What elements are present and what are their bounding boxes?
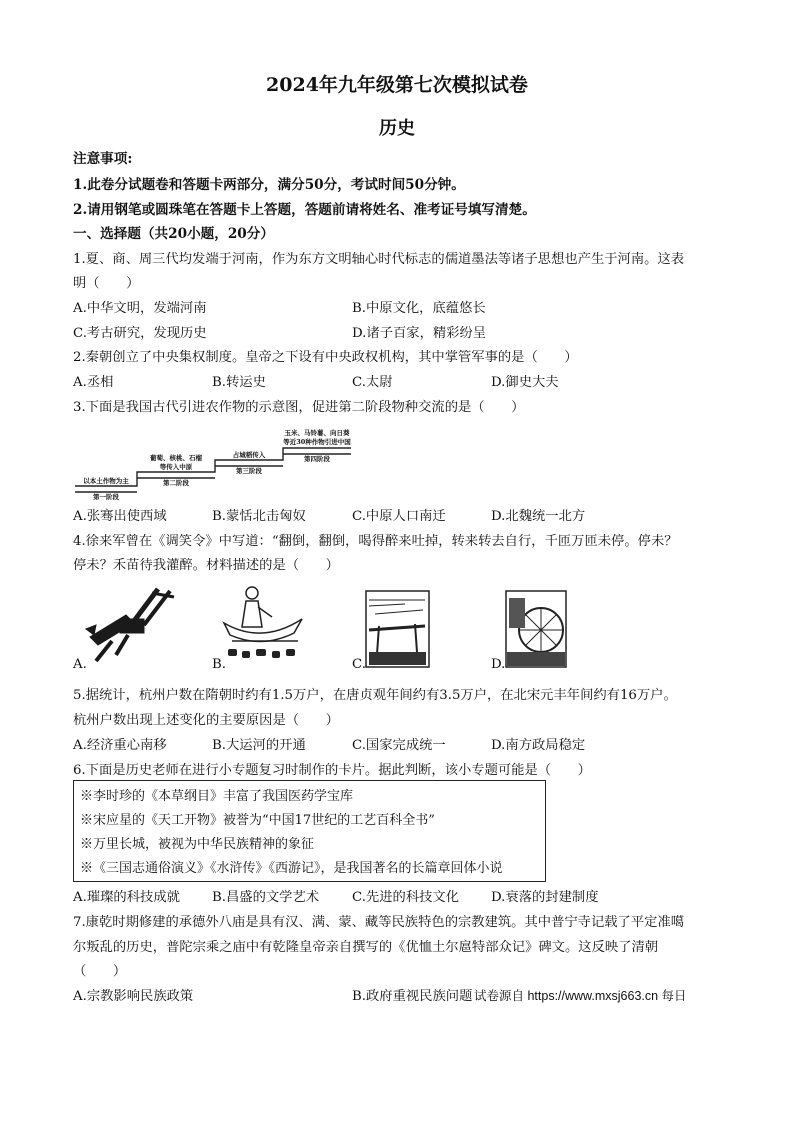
question-1-option-c[interactable]: C.考古研究，发现历史: [73, 326, 207, 341]
stage-3-label: 占城稻传入: [232, 451, 266, 459]
section-heading: 一、选择题（共20小题，20分）: [73, 226, 274, 242]
question-6-stem: 6.下面是历史老师在进行小专题复习时制作的卡片。据此判断，该小专题可能是（ ）: [73, 763, 591, 778]
review-card: [73, 780, 546, 882]
question-4-stem-cont: 停未？禾苗待我灌醉。材料描述的是（ ）: [73, 558, 339, 573]
stage-2-name: 第二阶段: [163, 479, 189, 487]
question-7-option-a[interactable]: A.宗教影响民族政策: [73, 989, 194, 1004]
question-1-option-a[interactable]: A.中华文明，发端河南: [73, 301, 207, 316]
question-5-option-c[interactable]: C.国家完成统一: [352, 738, 446, 753]
question-2-stem: 2.秦朝创立了中央集权制度。皇帝之下设有中央政权机构，其中掌管军事的是（ ）: [73, 350, 578, 365]
question-3-option-d[interactable]: D.北魏统一北方: [491, 509, 586, 524]
plough-image[interactable]: [82, 585, 177, 665]
waterwheel-image[interactable]: [505, 590, 567, 668]
question-7-option-b[interactable]: B.政府重视民族问题: [352, 989, 473, 1004]
question-2-option-a[interactable]: A.丞相: [73, 375, 114, 390]
question-3-option-a[interactable]: A.张骞出使西域: [73, 509, 167, 524]
source-watermark: 试卷源自 https://www.mxsj663.cn 每日: [474, 989, 687, 1003]
question-5-option-b[interactable]: B.大运河的开通: [212, 738, 306, 753]
stage-2-label: 葡萄、核桃、石榴: [150, 454, 202, 462]
question-5-option-d[interactable]: D.南方政局稳定: [491, 738, 586, 753]
card-line: ※宋应星的《天工开物》被誉为“中国17世纪的工艺百科全书”: [80, 813, 435, 828]
card-line: ※李时珍的《本草纲目》丰富了我国医药学宝库: [80, 789, 354, 804]
stage-4-label-cont: 等近30种作物引进中国: [283, 438, 351, 446]
stage-4-label: 玉米、马铃薯、向日葵: [284, 429, 350, 437]
question-4-option-a[interactable]: A.: [73, 657, 87, 672]
question-3-option-c[interactable]: C.中原人口南迁: [352, 509, 446, 524]
subject-title: 历史: [379, 118, 415, 139]
question-6-option-d[interactable]: D.衰落的封建制度: [491, 890, 599, 905]
question-7-stem-cont: （ ）: [73, 964, 127, 979]
card-line: ※万里长城，被视为中华民族精神的象征: [80, 837, 315, 852]
exam-title: 2024年九年级第七次模拟试卷: [266, 74, 528, 96]
question-4-option-c[interactable]: C.: [352, 657, 366, 672]
question-1-stem-cont: 明（ ）: [73, 276, 140, 291]
question-7-stem-cont: 尔叛乱的历史，普陀宗乘之庙中有乾隆皇帝亲自撰写的《优恤土尔扈特部众记》碑文。这反映了清朝: [73, 940, 659, 955]
trough-image[interactable]: [365, 590, 430, 668]
question-1-option-d[interactable]: D.诸子百家，精彩纷呈: [352, 326, 487, 341]
note-item: 1.此卷分试题卷和答题卡两部分，满分50分，考试时间50分钟。: [73, 177, 465, 193]
question-2-option-b[interactable]: B.转运史: [212, 375, 266, 390]
question-6-option-b[interactable]: B.昌盛的文学艺术: [212, 890, 320, 905]
crop-stages-diagram: [73, 422, 363, 501]
question-1-stem: 1.夏、商、周三代均发端于河南，作为东方文明轴心时代标志的儒道墨法等诸子思想也产生于河南。这表: [73, 252, 685, 267]
card-line: ※《三国志通俗演义》《水浒传》《西游记》，是我国著名的长篇章回体小说: [80, 861, 503, 876]
question-4-option-d[interactable]: D.: [491, 657, 506, 672]
question-6-option-a[interactable]: A.璀璨的科技成就: [73, 890, 180, 905]
question-2-option-c[interactable]: C.太尉: [352, 375, 393, 390]
question-7-stem: 7.康乾时期修建的承德外八庙是具有汉、满、蒙、藏等民族特色的宗教建筑。其中普宁寺记载了平定准噶: [73, 915, 685, 930]
stage-1-label: 以本土作物为主: [83, 477, 129, 485]
question-5-stem-cont: 杭州户数出现上述变化的主要原因是（ ）: [73, 713, 339, 728]
stage-3-name: 第三阶段: [236, 467, 262, 475]
question-3-option-b[interactable]: B.蒙恬北击匈奴: [212, 509, 306, 524]
stage-2-label-cont: 等传入中原: [159, 463, 193, 471]
stage-4-name: 第四阶段: [304, 455, 330, 463]
question-3-stem: 3.下面是我国古代引进农作物的示意图，促进第二阶段物种交流的是（ ）: [73, 400, 525, 415]
question-4-option-b[interactable]: B.: [212, 657, 226, 672]
note-item: 2.请用钢笔或圆珠笔在答题卡上答题，答题前请将姓名、准考证号填写清楚。: [73, 202, 536, 218]
question-5-stem: 5.据统计，杭州户数在隋朝时约有1.5万户，在唐贞观年间约有3.5万户，在北宋元丰年间约有16万户。: [73, 688, 677, 703]
question-4-stem: 4.徐来军曾在《调笑令》中写道：“翻倒，翻倒，喝得醉来吐掉，转来转去自行，千匝万匝未停。停未？: [73, 534, 678, 549]
question-2-option-d[interactable]: D.御史大夫: [491, 375, 559, 390]
question-1-option-b[interactable]: B.中原文化，底蕴悠长: [352, 301, 486, 316]
boat-worker-image[interactable]: [222, 583, 307, 665]
stage-1-name: 第一阶段: [93, 493, 119, 501]
question-6-option-c[interactable]: C.先进的科技文化: [352, 890, 460, 905]
question-5-option-a[interactable]: A.经济重心南移: [73, 738, 167, 753]
notes-heading: 注意事项:: [73, 151, 133, 167]
